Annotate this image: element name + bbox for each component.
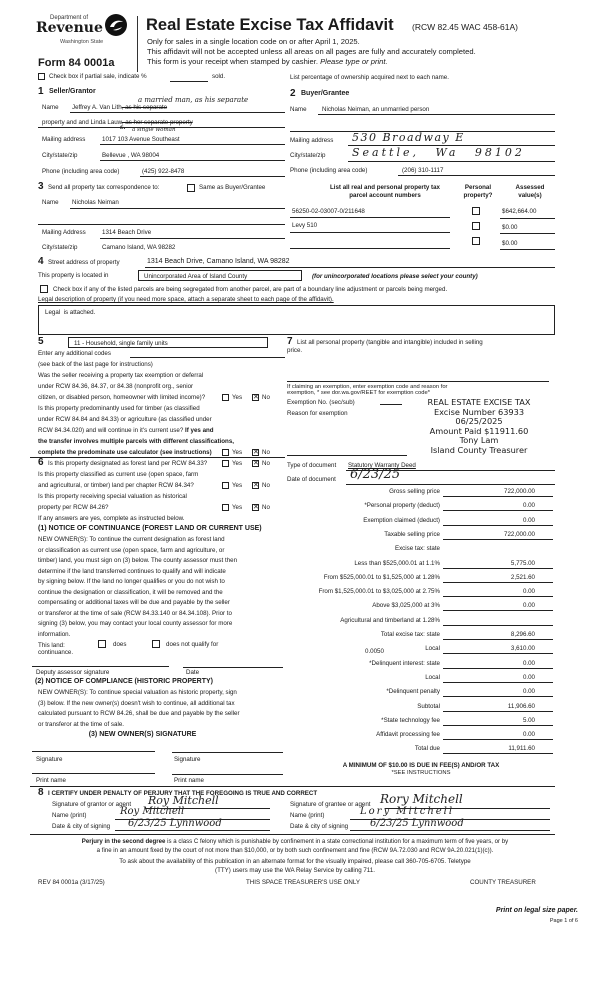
section-7-text-2: price. — [287, 347, 303, 354]
header-note-2: This affidavit will not be accepted unless all areas on all pages are fully and accurately completed. — [147, 47, 476, 56]
section-8-number: 8 — [38, 787, 44, 798]
section-7-divider — [287, 381, 549, 382]
notice-line: or transferor at the time of sale (RCW 84.33.140 or 84.34.108). Prior to — [38, 609, 232, 617]
seller-line2-text: property and and Linda Lauw — [42, 119, 122, 126]
no-label: No — [262, 504, 270, 511]
seller-name-label: Name — [42, 104, 59, 111]
grantor-name-line — [115, 819, 270, 820]
print-name-label: Print name — [174, 777, 204, 784]
grantee-name[interactable]: Lory Mitchell — [360, 806, 455, 817]
if-any-yes: If any answers are yes, complete as instructed below. — [38, 515, 185, 522]
tax-row-label: *Delinquent interest: state — [369, 659, 440, 667]
tax-row-value[interactable]: 0.00 — [522, 602, 535, 610]
tax-row-value[interactable]: 0.00 — [522, 731, 535, 739]
legal-text: is attached. — [63, 309, 96, 316]
section-8-divider — [30, 786, 555, 787]
parcel-number[interactable]: 56250-02-03007-0/211648 — [292, 208, 365, 215]
exemption-intro-2: exemption, * see dor.wa.gov/REET for exemption code* — [287, 390, 430, 396]
stamp-line-2: Excise Number 63933 — [433, 406, 525, 417]
same-as-buyer-checkbox[interactable] — [187, 184, 195, 192]
tax-row-value[interactable]: 0.00 — [522, 516, 535, 524]
yes-checkbox[interactable] — [222, 449, 229, 456]
assessed-value-line — [500, 233, 555, 234]
signature-label: Signature — [36, 756, 63, 763]
seller-mailing[interactable]: 1017 103 Avenue Southeast — [102, 136, 180, 143]
tax-row-value[interactable]: 722,000.00 — [504, 488, 535, 495]
personal-property-checkbox[interactable] — [472, 222, 480, 230]
logo-dept-line: Department of — [50, 15, 89, 21]
tax-row-line — [443, 610, 553, 611]
partial-sale-label: Check box if partial sale, indicate % — [49, 73, 147, 80]
no-checkbox-checked[interactable]: ✕ — [253, 482, 259, 489]
section-1-heading: Seller/Grantor — [49, 88, 96, 95]
seller-name-text: Jeffrey A. Van Lith — [72, 104, 122, 111]
street-address[interactable]: 1314 Beach Drive, Camano Island, WA 98282 — [147, 258, 290, 265]
yes-label: Yes — [232, 394, 243, 401]
tax-row-line — [443, 639, 553, 640]
does-not-qualify-checkbox[interactable] — [152, 640, 160, 648]
partial-sale-percent-field[interactable] — [170, 81, 208, 82]
street-line — [145, 267, 555, 268]
alt-format-line-2: (TTY) users may use the WA Relay Service by calling 711. — [215, 867, 375, 874]
yes-checkbox[interactable] — [222, 460, 229, 467]
header-note-1: Only for sales in a single location code on or after April 1, 2025. — [147, 37, 360, 46]
no-label: No — [262, 449, 270, 456]
buyer-city-label: City/state/zip — [290, 152, 326, 159]
yes-label: Yes — [232, 504, 243, 511]
correspondence-mailing-line — [100, 238, 285, 239]
note3-italic: Please type or print. — [320, 57, 388, 66]
tax-row-line — [443, 682, 553, 683]
tax-row-line — [443, 753, 553, 754]
tax-row-line — [443, 582, 553, 583]
no-checkbox-checked[interactable]: ✕ — [253, 449, 259, 456]
yes-label: Yes — [232, 482, 243, 489]
document-date-label: Date of document — [287, 476, 336, 483]
assessed-header-2: value(s) — [518, 192, 542, 199]
tax-row-value[interactable]: 8,296.60 — [510, 631, 535, 638]
treasurer-use-only: THIS SPACE TREASURER'S USE ONLY — [246, 879, 360, 886]
section-7-number: 7 — [287, 336, 293, 347]
buyer-mailing-label: Mailing address — [290, 137, 334, 144]
tax-row-label: *Delinquent penalty — [386, 688, 440, 696]
personal-property-checkbox[interactable] — [472, 207, 480, 215]
buyer-city[interactable]: Seattle, Wa 98102 — [352, 146, 525, 159]
section-2-number: 2 — [290, 88, 296, 99]
treasurer-stamp — [404, 398, 554, 455]
ownership-note: List percentage of ownership acquired next to each name. — [290, 74, 449, 81]
located-note: (for unincorporated locations please select your county) — [312, 273, 478, 280]
no-checkbox-checked[interactable]: ✕ — [253, 460, 259, 467]
q-timber-line1: Is this property predominantly used for timber (as classified — [38, 405, 200, 412]
yes-label: Yes — [232, 449, 243, 456]
seller-name-line — [70, 112, 285, 113]
assessed-value[interactable]: $642,664.00 — [502, 208, 537, 215]
located-label: This property is located in — [38, 272, 109, 279]
tax-row-line — [443, 739, 553, 740]
buyer-name-label: Name — [290, 106, 307, 113]
yes-checkbox[interactable] — [222, 504, 229, 511]
county-treasurer: COUNTY TREASURER — [470, 879, 536, 886]
deputy-signature-label: Deputy assessor signature — [36, 669, 110, 676]
correspondence-name-line2 — [38, 224, 285, 225]
seller-city[interactable]: Bellevue , WA 98004 — [102, 152, 160, 159]
q-exemption-line3: citizen, or disabled person, homeowner with limited income)? — [38, 394, 206, 401]
notice-line: by signing below. If the land no longer qualifies or you do not wish to — [38, 578, 225, 585]
no-checkbox-checked[interactable]: ✕ — [253, 504, 259, 511]
assessed-value[interactable]: $0.00 — [502, 224, 518, 231]
deputy-date-line[interactable] — [183, 667, 283, 668]
notice-line: NEW OWNER(S): To continue special valuation as historic property, sign — [38, 689, 237, 696]
tax-row-label: Above $3,025,000 at 3% — [372, 602, 440, 610]
section-5-divider — [30, 457, 285, 458]
section-5-number: 5 — [38, 336, 44, 347]
tax-row-line — [443, 625, 553, 626]
grantee-date-label: Date & city of signing — [290, 823, 349, 830]
perjury-notice — [30, 837, 560, 855]
exemption-no-label: Exemption No. (sec/sub) — [287, 399, 355, 406]
seller-name-handwritten: a married man, as his separate — [138, 96, 249, 104]
personal-header: Personal — [464, 184, 492, 191]
header-divider — [137, 16, 138, 72]
grantee-signature[interactable]: Rory Mitchell — [380, 792, 463, 806]
same-as-buyer-label: Same as Buyer/Grantee — [199, 184, 266, 191]
tax-row-line — [443, 496, 553, 497]
print-name-label: Print name — [36, 777, 66, 784]
tax-row-label: From $525,000.01 to $1,525,000 at 1.28% — [323, 573, 440, 581]
correspondence-name-line — [70, 208, 285, 209]
no-label: No — [262, 394, 270, 401]
continuance-label: continuance. — [38, 649, 74, 656]
tax-row-label: Less than $525,000.01 at 1.1% — [354, 559, 440, 567]
page-title: Real Estate Excise Tax Affidavit — [146, 16, 394, 34]
tax-row-label: Affidavit processing fee — [376, 731, 440, 739]
section-1-number: 1 — [38, 86, 44, 97]
notice-line: continue the designation or classification, it will be removed and the — [38, 588, 223, 596]
yes-checkbox[interactable] — [222, 394, 229, 401]
tax-row-value[interactable]: 0.00 — [522, 502, 535, 510]
tax-row-label: Total due — [414, 745, 440, 753]
tax-row-label: *Personal property (deduct) — [364, 502, 440, 510]
see-instructions: *SEE INSTRUCTIONS — [391, 770, 451, 776]
header-note-3 — [147, 57, 388, 66]
notice-line: compensating or additional taxes will be due and payable by the seller — [38, 599, 230, 606]
seller-name-struck: , as his separate — [121, 104, 168, 111]
exemption-intro-1: If claiming an exemption, enter exemption code and reason for — [287, 384, 448, 390]
notice-line: timber) land, you must sign on (3) below. The county assessor must then — [38, 557, 238, 564]
seller-name-line2[interactable] — [42, 119, 193, 126]
street-label: Street address of property — [48, 259, 120, 266]
q-timber-line3-text: RCW 84.34.020) and will continue in it's current use? — [38, 427, 184, 434]
q-timber-line3-bold: If yes and — [185, 427, 214, 434]
signature-label: Signature — [174, 756, 201, 763]
q-timber-line3 — [38, 427, 214, 434]
tax-row-line — [443, 596, 553, 597]
page-number: Page 1 of 6 — [549, 918, 578, 924]
section-4-number: 4 — [38, 256, 44, 267]
certify-heading: I CERTIFY UNDER PENALTY OF PERJURY THAT THE FOREGOING IS TRUE AND CORRECT — [48, 790, 318, 797]
section-7-text: List all personal property (tangible and intangible) included in selling — [297, 339, 483, 346]
exemption-no-field[interactable] — [380, 404, 402, 405]
parcel-number-line — [290, 217, 450, 218]
grantor-signature-label: Signature of grantor or agent — [52, 801, 132, 808]
q-exemption-line2: under RCW 84.36, 84.37, or 84.38 (nonprofit org., senior — [38, 383, 194, 390]
minimum-fee-note: A MINIMUM OF $10.00 IS DUE IN FEE(S) AND/OR TAX — [342, 762, 500, 769]
seller-city-label: City/state/zip — [42, 152, 78, 159]
tax-row-value[interactable]: 11,911.60 — [508, 745, 535, 753]
does-label: does — [113, 641, 127, 648]
correspondence-name[interactable]: Nicholas Neiman — [72, 199, 119, 206]
tax-row-label: Local — [425, 645, 440, 653]
form-revision: REV 84 0001a (3/17/25) — [38, 879, 105, 886]
exemption-reason-label: Reason for exemption — [287, 410, 348, 417]
document-type[interactable]: Statutory Warranty Deed — [348, 462, 416, 469]
tax-row-line — [443, 568, 553, 569]
buyer-name-line — [318, 114, 555, 115]
tax-row-label: Agricultural and timberland at 1.28% — [340, 616, 440, 624]
local-rate: 0.0050 — [365, 648, 384, 655]
seller-line2-rule — [38, 127, 285, 128]
section-6-number: 6 — [38, 457, 44, 468]
buyer-mailing[interactable]: 530 Broadway E — [352, 131, 465, 144]
notice-line: NEW OWNER(S): To continue the current designation as forest land — [38, 536, 225, 543]
tax-row-value[interactable]: 5.00 — [522, 716, 535, 724]
document-date[interactable]: 6/23/25 — [350, 467, 401, 482]
perjury-line-2: a fine in an amount fixed by the court of not more than $10,000, or by both such confinement and fine (RCW 9A.72.030 and RCW 9A.20.021(1)(c)). — [96, 847, 494, 854]
grantee-date-city[interactable]: 6/23/25 Lynnwood — [370, 818, 464, 829]
notice-line: calculated pursuant to RCW 84.26, shall be due and payable by the seller — [38, 710, 240, 717]
tax-row-value[interactable]: 2,521.60 — [510, 573, 535, 581]
logo-state: Washington State — [60, 39, 104, 45]
buyer-name[interactable]: Nicholas Neiman, an unmarried person — [322, 106, 430, 113]
correspondence-mailing[interactable]: 1314 Beach Drive — [102, 229, 152, 236]
does-qualify-checkbox[interactable] — [98, 640, 106, 648]
buyer-phone-line — [398, 175, 555, 176]
notice-compliance-title: (2) NOTICE OF COMPLIANCE (HISTORIC PROPERTY) — [35, 678, 213, 685]
tax-row-value[interactable]: 0.00 — [522, 673, 535, 681]
seller-mailing-line — [100, 144, 285, 145]
tax-row-label: Gross selling price — [389, 488, 440, 495]
tax-row-line — [443, 539, 553, 540]
no-label: No — [262, 482, 270, 489]
grantor-name-label: Name (print) — [52, 812, 87, 819]
additional-codes-field[interactable] — [130, 357, 285, 358]
notice-line: or transferor at the time of sale. — [38, 720, 124, 728]
citation: (RCW 82.45 WAC 458-61A) — [412, 22, 518, 32]
seller-phone-line — [140, 176, 285, 177]
stamp-line-4: Amount Paid $11911.60 — [429, 425, 529, 436]
buyer-city-line — [348, 161, 555, 162]
notice-continuance-title: (1) NOTICE OF CONTINUANCE (FOREST LAND OR CURRENT USE) — [38, 525, 262, 532]
this-land-label: This land: — [38, 642, 65, 649]
owner-signature-line-1[interactable] — [32, 751, 155, 752]
form-number: Form 84 0001a — [38, 57, 115, 69]
seller-line2-struck: , as her separate property — [121, 119, 193, 126]
correspondence-mailing-label: Mailing Address — [42, 229, 86, 236]
print-legal-note: Print on legal size paper. — [495, 907, 578, 914]
owner-print-line-1[interactable] — [32, 773, 155, 774]
seller-line2-handwritten: a single woman — [132, 127, 176, 133]
tax-row-label: Total excise tax: state — [380, 631, 440, 638]
deputy-signature-line[interactable] — [32, 666, 169, 667]
seller-mailing-label: Mailing address — [42, 136, 86, 143]
owner-signature-line-2[interactable] — [172, 752, 283, 753]
q-historic-line2: property per RCW 84.26? — [38, 504, 109, 511]
tax-row-value[interactable]: 3,610.00 — [510, 645, 535, 653]
tax-row-label: Taxable selling price — [384, 530, 440, 538]
tax-row-line — [443, 510, 553, 511]
located-select[interactable]: Unincorporated Area of Island County — [138, 270, 302, 281]
tax-row-label: Excise tax: state — [394, 545, 440, 553]
q-exemption-line1: Was the seller receiving a property tax exemption or deferral — [38, 372, 204, 379]
seller-line2-hand-s: s. — [120, 124, 126, 131]
partial-sale-suffix: sold. — [212, 73, 226, 80]
tax-row-value[interactable]: 5,775.00 — [510, 559, 535, 567]
does-not-label: does not qualify for — [166, 641, 219, 648]
no-label: No — [262, 460, 270, 467]
perjury-bold: Perjury in the second degree — [81, 838, 166, 845]
grantee-signature-line — [385, 808, 550, 809]
tax-row-line — [443, 653, 553, 654]
grantor-date-line — [115, 830, 270, 831]
tax-row-value[interactable]: 0.00 — [522, 588, 535, 596]
assessed-header: Assessed — [515, 184, 545, 191]
grantee-signature-label: Signature of grantee or agent — [290, 801, 371, 808]
tax-row-label: Local — [425, 673, 440, 681]
stamp-line-1: REAL ESTATE EXCISE TAX — [427, 397, 531, 407]
grantee-name-label: Name (print) — [290, 812, 325, 819]
owner-print-line-2[interactable] — [172, 774, 283, 775]
q-timber-line2: under RCW 84.84 and 84.33) or agriculture (as classified under — [38, 416, 212, 423]
assessed-value-line — [500, 218, 555, 219]
legal-description-label: Legal description of property (if you need more space, attach a separate sheet to each page of the affidavit). — [38, 296, 334, 303]
seller-phone[interactable]: (425) 922-8478 — [142, 168, 185, 175]
personal-header-2: property? — [463, 192, 493, 199]
grantor-signature[interactable]: Roy Mitchell — [148, 794, 219, 807]
parcel-number[interactable]: Levy 510 — [292, 222, 318, 229]
seller-phone-label: Phone (including area code) — [42, 168, 120, 175]
buyer-phone-label: Phone (including area code) — [290, 167, 368, 174]
assessed-value-line — [500, 249, 555, 250]
section-2-heading: Buyer/Grantee — [301, 90, 350, 97]
segregate-checkbox[interactable] — [40, 285, 48, 293]
tax-row-label: Exemption claimed (deduct) — [363, 516, 440, 524]
exemption-divider — [287, 455, 407, 456]
yes-checkbox[interactable] — [222, 482, 229, 489]
parcel-header: List all real and personal property tax — [329, 184, 441, 191]
q-historic-line1: Is this property receiving special valuation as historical — [38, 493, 187, 500]
new-owner-signature-title: (3) NEW OWNER(S) SIGNATURE — [88, 731, 197, 738]
grantor-name[interactable]: Roy Mitchell — [120, 806, 185, 817]
grantor-date-city[interactable]: 6/23/25 Lynnwood — [128, 818, 222, 829]
deputy-date-label: Date — [186, 669, 200, 676]
tax-row-value[interactable]: 722,000.00 — [504, 530, 535, 538]
notice-line: (3) below. If the new owner(s) doesn't wish to continue, all additional tax — [38, 699, 235, 707]
alt-format-line-1: To ask about the availability of this publication in an alternate format for the visually impaired, please call 360-705-6705. Teletype — [119, 858, 471, 865]
tax-row-line — [443, 696, 553, 697]
q-timber-line4: the transfer involves multiple parcels with different classifications, — [38, 438, 234, 445]
land-use-code-select[interactable]: 11 - Household, single family units — [68, 337, 268, 348]
tax-row-label: Subtotal — [417, 702, 440, 710]
notice-line: determine if the land transferred continues to qualify and will indicate — [38, 567, 226, 575]
q-timber-line5: complete the predominate use calculator (see instructions) — [38, 449, 212, 456]
seller-name[interactable] — [72, 104, 167, 111]
legal-description-field[interactable] — [38, 305, 555, 335]
correspondence-name-label: Name — [42, 199, 59, 206]
document-type-label: Type of document — [287, 462, 337, 469]
grantee-name-line — [350, 819, 550, 820]
note3-text: This form is your receipt when stamped by cashier. — [147, 57, 318, 66]
parcel-number-line — [290, 232, 450, 233]
no-checkbox-checked[interactable]: ✕ — [253, 394, 259, 401]
notice-line: signing (3) below, you may contact your local county assessor for more — [38, 620, 233, 627]
buyer-phone[interactable]: (206) 310-1117 — [402, 167, 444, 174]
grantor-date-label: Date & city of signing — [52, 823, 111, 830]
correspondence-label: Send all property tax correspondence to: — [48, 184, 160, 191]
stamp-line-5: Tony Lam — [459, 435, 499, 445]
tax-row-line — [443, 711, 553, 712]
tax-row-line — [443, 725, 553, 726]
logo-swoosh-icon — [104, 13, 128, 37]
parcel-number-line — [290, 248, 450, 249]
see-back-note: (see back of the last page for instructions) — [38, 361, 153, 368]
tax-row-line — [443, 668, 553, 669]
tax-row-value[interactable]: 0.00 — [522, 688, 535, 696]
tax-row-label: From $1,525,000.01 to $3,025,000 at 2.75% — [318, 588, 440, 596]
grantee-date-line — [350, 830, 550, 831]
tax-row-value[interactable]: 11,906.60 — [507, 702, 535, 710]
notice-line: or classification as current use (open space, farm and agriculture, or — [38, 546, 225, 554]
stamp-line-6: Island County Treasurer — [430, 444, 528, 455]
seller-city-line — [100, 160, 285, 161]
grantor-signature-line — [145, 808, 270, 809]
additional-codes-label: Enter any additional codes — [38, 350, 111, 357]
tax-row-line — [443, 525, 553, 526]
q-current-use-line2: and agricultural, or timber) land per chapter RCW 84.34? — [38, 482, 194, 489]
personal-property-checkbox[interactable] — [472, 237, 480, 245]
partial-sale-checkbox[interactable] — [38, 73, 45, 80]
notice-line: information. — [38, 630, 71, 638]
perjury-line-1: is a class C felony which is punishable by confinement in a state correctional institution for a maximum term of five years, or by — [167, 838, 509, 845]
stamp-line-3: 06/25/2025 — [455, 416, 503, 426]
section-8-bottom — [30, 834, 555, 835]
assessed-value[interactable]: $0.00 — [502, 240, 518, 247]
section-3-number: 3 — [38, 181, 44, 192]
document-date-line — [346, 484, 555, 485]
q-current-use-line1: Is this property classified as current use (open space, farm — [38, 471, 199, 478]
q-forest: Is this property designated as forest land per RCW 84.33? — [48, 460, 208, 467]
segregate-label: Check box if any of the listed parcels are being segregated from another parcel, are part of a boundary line adjustment or parcels being merged. — [53, 286, 448, 293]
parcel-header-2: parcel account numbers — [349, 192, 421, 199]
correspondence-city[interactable]: Camano Island, WA 98282 — [102, 244, 176, 251]
tax-row-value[interactable]: 0.00 — [522, 659, 535, 667]
yes-label: Yes — [232, 460, 243, 467]
tax-row-label: *State technology fee — [381, 716, 440, 724]
legal-prefix: Legal — [45, 309, 61, 316]
correspondence-city-label: City/state/zip — [42, 244, 78, 251]
logo-revenue: Revenue — [36, 20, 103, 36]
